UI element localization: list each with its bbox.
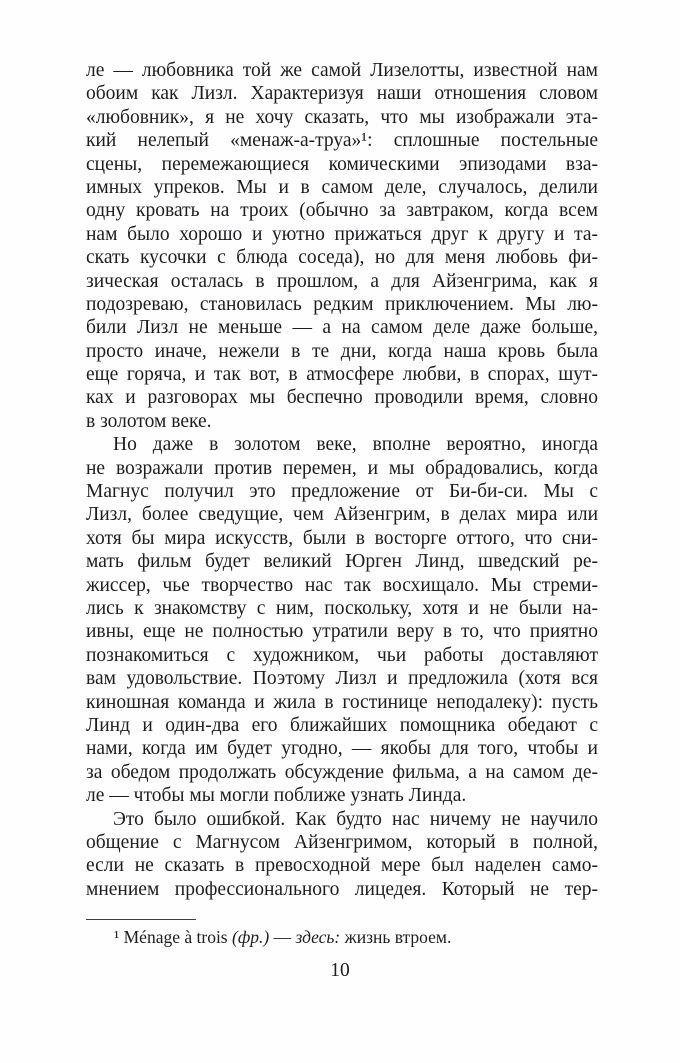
text-line: лись к знакомству с ним, поскольку, хотя и не были на- xyxy=(86,597,598,619)
text-line: познакомиться с художником, чьи работы доставляют xyxy=(86,644,598,666)
text-line: ле — любовника той же самой Лизелотты, известной нам xyxy=(86,60,598,81)
text-line: общение с Магнусом Айзенгримом, который в полной, xyxy=(86,831,598,853)
text-line: нами, когда им будет угодно, — якобы для того, чтобы и xyxy=(86,738,598,760)
text-line: Линд и один-два его ближайших помощника обедают с xyxy=(86,714,598,736)
text-line: Это было ошибкой. Как будто нас ничему не научило xyxy=(113,808,598,830)
text-line: Магнус получил это предложение от Би-би-си. Мы с xyxy=(86,481,598,503)
footnote-area xyxy=(86,919,598,948)
text-line: сцены, перемежающиеся комическими эпизодами вза- xyxy=(86,153,598,175)
footnote-segment: ¹ Ménage à trois xyxy=(114,927,232,947)
text-line: хотя бы мира искусств, были в восторге оттого, что сни- xyxy=(86,527,598,549)
text-line: скать кусочки с блюда соседа), но для меня любовь фи- xyxy=(86,247,598,269)
text-line: одну кровать на троих (обычно за завтраком, когда всем xyxy=(86,200,598,222)
text-line: жиссер, чье творчество нас так восхищало. Мы стреми- xyxy=(86,574,598,596)
page-number: 10 xyxy=(330,960,350,981)
text-line: имных упреков. Мы и в самом деле, случалось, делили xyxy=(86,176,598,198)
text-line: ивны, еще не полностью утратили веру в то, что приятно xyxy=(86,621,598,643)
footnote-segment: жизнь втроем. xyxy=(340,927,452,947)
text-line: мать фильм будет великий Юрген Линд, шведский ре- xyxy=(86,551,598,573)
text-line: ле — чтобы мы могли поближе узнать Линда. xyxy=(86,785,467,807)
text-line: просто иначе, нежели в те дни, когда наша кровь была xyxy=(86,340,598,362)
text-line: за обедом продолжать обсуждение фильма, а на самом де- xyxy=(86,761,598,783)
text-line: подозреваю, становилась редким приключением. Мы лю- xyxy=(86,293,598,315)
text-line: обоим как Лизл. Характеризуя наши отношения словом xyxy=(86,83,598,105)
footnote-divider xyxy=(86,919,196,920)
text-line: киношная команда и жила в гостинице неподалеку): пусть xyxy=(86,691,598,713)
text-line: нам было хорошо и уютно прижаться друг к другу и та- xyxy=(86,223,598,245)
text-line: еще горяча, и так вот, в атмосфере любви, в спорах, шут- xyxy=(86,364,598,386)
footnote-italic-segment: здесь: xyxy=(295,927,341,947)
text-line: в золотом веке. xyxy=(86,410,212,432)
text-line: не возражали против перемен, и мы обрадовались, когда xyxy=(86,457,598,479)
text-line: «любовник», я не хочу сказать, что мы изображали эта- xyxy=(86,106,598,128)
page-text xyxy=(86,59,598,901)
footnote-text xyxy=(86,926,598,948)
text-line: кий нелепый «менаж-а-труа»¹: сплошные постельные xyxy=(86,130,598,152)
text-line: Но даже в золотом веке, вполне вероятно, иногда xyxy=(113,434,598,456)
text-line: мнением профессионального лицедея. Который не тер- xyxy=(86,878,598,900)
text-line: вам удовольствие. Поэтому Лизл и предложила (хотя вся xyxy=(86,668,598,690)
footnote-italic-segment: (фр.) xyxy=(232,927,270,947)
text-line: ках и разговорах мы беспечно проводили время, словно xyxy=(86,387,598,409)
text-line: зическая осталась в прошлом, а для Айзенгрима, как я xyxy=(86,270,598,292)
text-line: если не сказать в превосходной мере был наделен само- xyxy=(86,855,598,877)
text-line: били Лизл не меньше — а на самом деле даже больше, xyxy=(86,317,598,339)
text-line: Лизл, более сведущие, чем Айзенгрим, в делах мира или xyxy=(86,504,598,526)
footnote-segment: — xyxy=(269,927,296,947)
